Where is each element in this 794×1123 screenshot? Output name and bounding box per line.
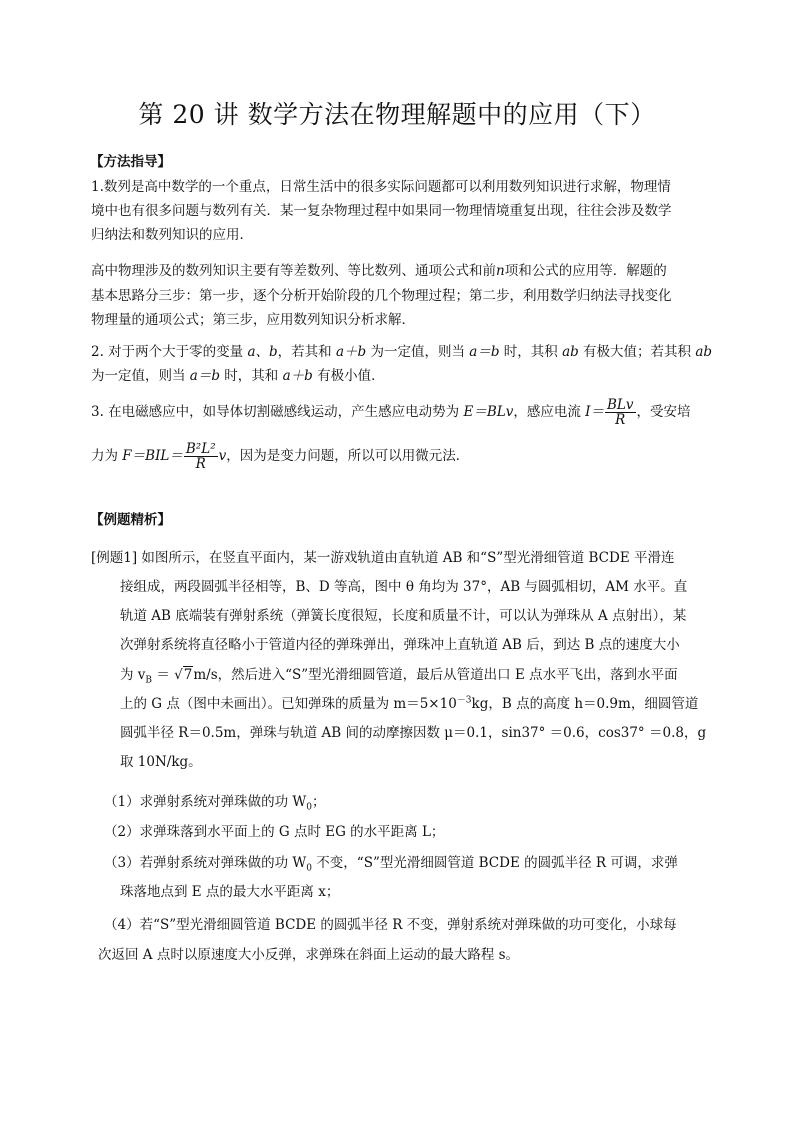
- method-p2-line2: 基本思路分三步：第一步，逐个分析开始阶段的几个物理过程；第二步，利用数学归纳法寻找变化: [91, 288, 672, 304]
- sqrt-value: 7: [183, 667, 193, 683]
- example-line6: 上的 G 点（图中未画出）。已知弹珠的质量为 $m=5\times 10^{-3}kg$，B 点的高度 h＝0.9m，细圆管道: [120, 695, 699, 712]
- fraction-force: $\frac{\text{B²L²}}{R}$: [185, 441, 216, 472]
- example-line8: 取 10N/kg。: [120, 754, 202, 770]
- method-p2-line3: 物理量的通项公式；第三步，应用数列知识分析求解．: [91, 312, 415, 328]
- method-p3-line1: 2. 对于两个大于零的变量 a、b，若其和 a＋b 为一定值，则当 a＝b 时，其积 ab 有极大值；若其积 ab: [91, 344, 713, 360]
- method-p2-line1: 高中物理涉及的数列知识主要有等差数列、等比数列、通项公式和前n项和公式的应用等．解题的: [91, 263, 667, 279]
- question-3-line1: （3）若弹射系统对弹珠做的功 $W_0$ 不变，“S”型光滑细圆管道 BCDE 的圆弧半径 R 可调，求弹: [104, 855, 678, 874]
- question-3-line2: 珠落地点到 E 点的最大水平距离 x；: [120, 884, 340, 900]
- question-4-line1: （4）若“S”型光滑细圆管道 BCDE 的圆弧半径 R 不变，弹射系统对弹珠做的功可变化，小球每: [104, 917, 677, 933]
- example-line7: 圆弧半径 R＝0.5m，弹珠与轨道 AB 间的动摩擦因数 μ＝0.1，sin37° ＝0.6，cos37° ＝0.8，g: [120, 725, 707, 741]
- method-p1-line1: 1.数列是高中数学的一个重点，日常生活中的很多实际问题都可以利用数列知识进行求解，物理情: [91, 179, 671, 195]
- section-heading-example: 【例题精析】: [90, 512, 171, 528]
- question-4-line2: 次返回 A 点时以原速度大小反弹，求弹珠在斜面上运动的最大路程 s。: [98, 947, 520, 963]
- method-p1-line2: 境中也有很多问题与数列有关．某一复杂物理过程中如果同一物理情境重复出现，往往会涉及数学: [91, 203, 672, 219]
- method-p3-line2: 为一定值，则当 a＝b 时，其和 a＋b 有极小值．: [91, 368, 385, 384]
- example-line2: 接组成，两段圆弧半径相等，B、D 等高，图中 θ 角均为 37°，AB 与圆弧相切，AM 水平。直: [120, 579, 688, 595]
- fraction-current: $\frac{\text{BLv}}{R}$: [606, 397, 634, 428]
- method-p4-line2: 力为 F＝BIL＝ $\frac{\text{B²L²}}{R}$ v，因为是变力问题，所以可以用微元法．: [91, 441, 470, 472]
- page-title: 第 20 讲 数学方法在物理解题中的应用（下）: [138, 100, 656, 129]
- method-p4-line1: 3. 在电磁感应中，如导体切割磁感线运动，产生感应电动势为 E＝BLv，感应电流 I＝ $\frac{\text{BLv}}{R}$ ，受安培: [91, 397, 691, 428]
- example-line5: 为 $v_B = √7m/s$，然后进入“S”型光滑细圆管道，最后从管道出口 E 点水平飞出，落到水平面: [120, 667, 678, 686]
- section-heading-method: 【方法指导】: [90, 154, 171, 170]
- question-1: （1）求弹射系统对弹珠做的功 $W_0$；: [104, 794, 326, 813]
- question-2: （2）求弹珠落到水平面上的 G 点时 EG 的水平距离 L；: [104, 824, 445, 840]
- example-line3: 轨道 AB 底端装有弹射系统（弹簧长度很短，长度和质量不计，可以认为弹珠从 A 点射出），某: [120, 608, 687, 624]
- example-line4: 次弹射系统将直径略小于管道内径的弹珠弹出，弹珠冲上直轨道 AB 后，到达 B 点的速度大小: [120, 637, 680, 653]
- method-p1-line3: 归纳法和数列知识的应用．: [91, 227, 253, 243]
- example-line1: [例题1] 如图所示，在竖直平面内，某一游戏轨道由直轨道 AB 和“S”型光滑细管道 BCDE 平滑连: [91, 550, 675, 566]
